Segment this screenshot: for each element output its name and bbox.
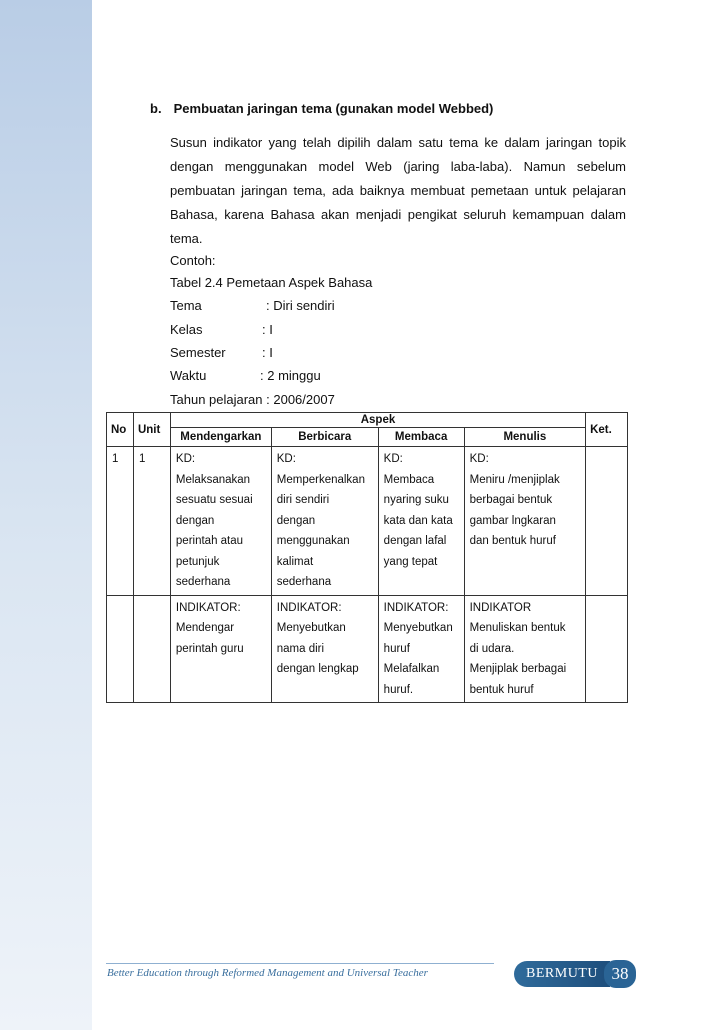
cell-line: dengan — [175, 514, 215, 527]
header-aspek: Aspek — [170, 413, 585, 428]
header-mendengarkan: Mendengarkan — [170, 428, 271, 447]
table-header-row — [107, 413, 628, 428]
cell-ind-berbicara — [271, 595, 378, 703]
footer-brand: BERMUTU — [514, 961, 610, 987]
cell-line: nyaring suku — [383, 494, 449, 506]
meta-semester-key: Semester — [170, 345, 226, 360]
cell-kd-membaca — [378, 447, 464, 596]
cell-line: Meniru /menjiplak — [469, 473, 560, 486]
meta-tema-key: Tema — [170, 298, 202, 313]
cell-line: Mendengar — [175, 622, 235, 634]
aspect-mapping-table — [106, 412, 628, 703]
cell-line: KD: — [276, 453, 296, 465]
cell-kd-berbicara — [271, 447, 378, 596]
cell-line: bentuk huruf — [469, 683, 534, 696]
section-heading — [150, 101, 493, 116]
cell-line: dengan lafal — [383, 535, 447, 547]
header-menulis: Menulis — [464, 428, 585, 447]
cell-unit: 1 — [133, 447, 170, 596]
header-no: No — [107, 413, 134, 447]
cell-line: Membaca — [383, 473, 435, 486]
cell-line: dengan lengkap — [276, 663, 359, 675]
table-subheader-row — [107, 428, 628, 447]
cell-line: KD: — [469, 453, 489, 465]
meta-kelas-key: Kelas — [170, 322, 203, 337]
cell-line: dan bentuk huruf — [469, 535, 556, 547]
cell-ket — [586, 447, 628, 596]
cell-line: sederhana — [276, 576, 332, 588]
intro-paragraph: Susun indikator yang telah dipilih dalam satu tema ke dalam jaringan topik dengan menggunakan model Web (jaring laba-laba). Namun sebelum pembuatan jaringan tema, ada baiknya membuat pemetaan untuk pelajaran Bahasa, karena Bahasa akan menjadi pengikat seluruh kemampuan dalam tema. — [170, 135, 626, 246]
meta-semester-value: : I — [262, 345, 273, 360]
cell-line: gambar lngkaran — [469, 514, 556, 527]
cell-line: Memperkenalkan — [276, 473, 365, 486]
cell-kd-mendengarkan — [170, 447, 271, 596]
meta-kelas-value: : I — [262, 322, 273, 337]
cell-line: INDIKATOR: — [276, 601, 342, 614]
cell-line: INDIKATOR: — [175, 601, 241, 614]
cell-line: diri sendiri — [276, 494, 330, 506]
table-row-kd — [107, 447, 628, 596]
header-ket: Ket. — [586, 413, 628, 447]
cell-line: di udara. — [469, 642, 515, 655]
cell-line: menggunakan — [276, 535, 350, 547]
cell-line: sederhana — [175, 576, 231, 588]
cell-line: Menuliskan bentuk — [469, 622, 566, 634]
cell-line: Menjiplak berbagai — [469, 663, 567, 675]
header-unit: Unit — [133, 413, 170, 447]
cell-unit-empty — [133, 595, 170, 703]
cell-line: huruf — [383, 642, 410, 655]
cell-line: kalimat — [276, 555, 314, 568]
meta-waktu-value: : 2 minggu — [260, 368, 321, 383]
cell-ind-menulis — [464, 595, 585, 703]
cell-line: petunjuk — [175, 555, 220, 568]
cell-line: nama diri — [276, 642, 325, 655]
cell-line: perintah guru — [175, 642, 244, 655]
cell-line: Menyebutkan — [276, 622, 346, 634]
header-berbicara: Berbicara — [271, 428, 378, 447]
cell-ket-empty — [586, 595, 628, 703]
cell-line: INDIKATOR: — [383, 601, 449, 614]
cell-line: kata dan kata — [383, 514, 453, 527]
meta-tahun: Tahun pelajaran : 2006/2007 — [170, 392, 335, 407]
cell-line: KD: — [175, 453, 196, 465]
table-caption: Tabel 2.4 Pemetaan Aspek Bahasa — [170, 275, 373, 290]
meta-tema-value: : Diri sendiri — [266, 298, 335, 313]
cell-line: sesuatu sesuai — [175, 494, 253, 506]
cell-line: dengan — [276, 514, 316, 527]
cell-line: berbagai bentuk — [469, 494, 553, 506]
page-number: 38 — [604, 960, 636, 988]
cell-kd-menulis — [464, 447, 585, 596]
footer-tagline: Better Education through Reformed Management and Universal Teacher — [107, 967, 428, 979]
footer-divider — [106, 963, 494, 964]
cell-line: Melafalkan — [383, 663, 440, 675]
cell-no-empty — [107, 595, 134, 703]
contoh-label: Contoh: — [170, 253, 216, 268]
cell-line: huruf. — [383, 683, 414, 696]
cell-line: perintah atau — [175, 535, 244, 547]
cell-line: yang tepat — [383, 555, 438, 568]
header-membaca: Membaca — [378, 428, 464, 447]
cell-line: Menyebutkan — [383, 622, 453, 634]
table-row-indikator — [107, 595, 628, 703]
section-title: Pembuatan jaringan tema (gunakan model Webbed) — [173, 101, 494, 116]
cell-line: KD: — [383, 453, 403, 465]
section-label: b. — [150, 101, 162, 116]
cell-ind-mendengarkan — [170, 595, 271, 703]
cell-line: Melaksanakan — [175, 473, 251, 486]
cell-ind-membaca — [378, 595, 464, 703]
cell-no: 1 — [107, 447, 134, 596]
cell-line: INDIKATOR — [469, 601, 532, 614]
meta-waktu-key: Waktu — [170, 368, 207, 383]
